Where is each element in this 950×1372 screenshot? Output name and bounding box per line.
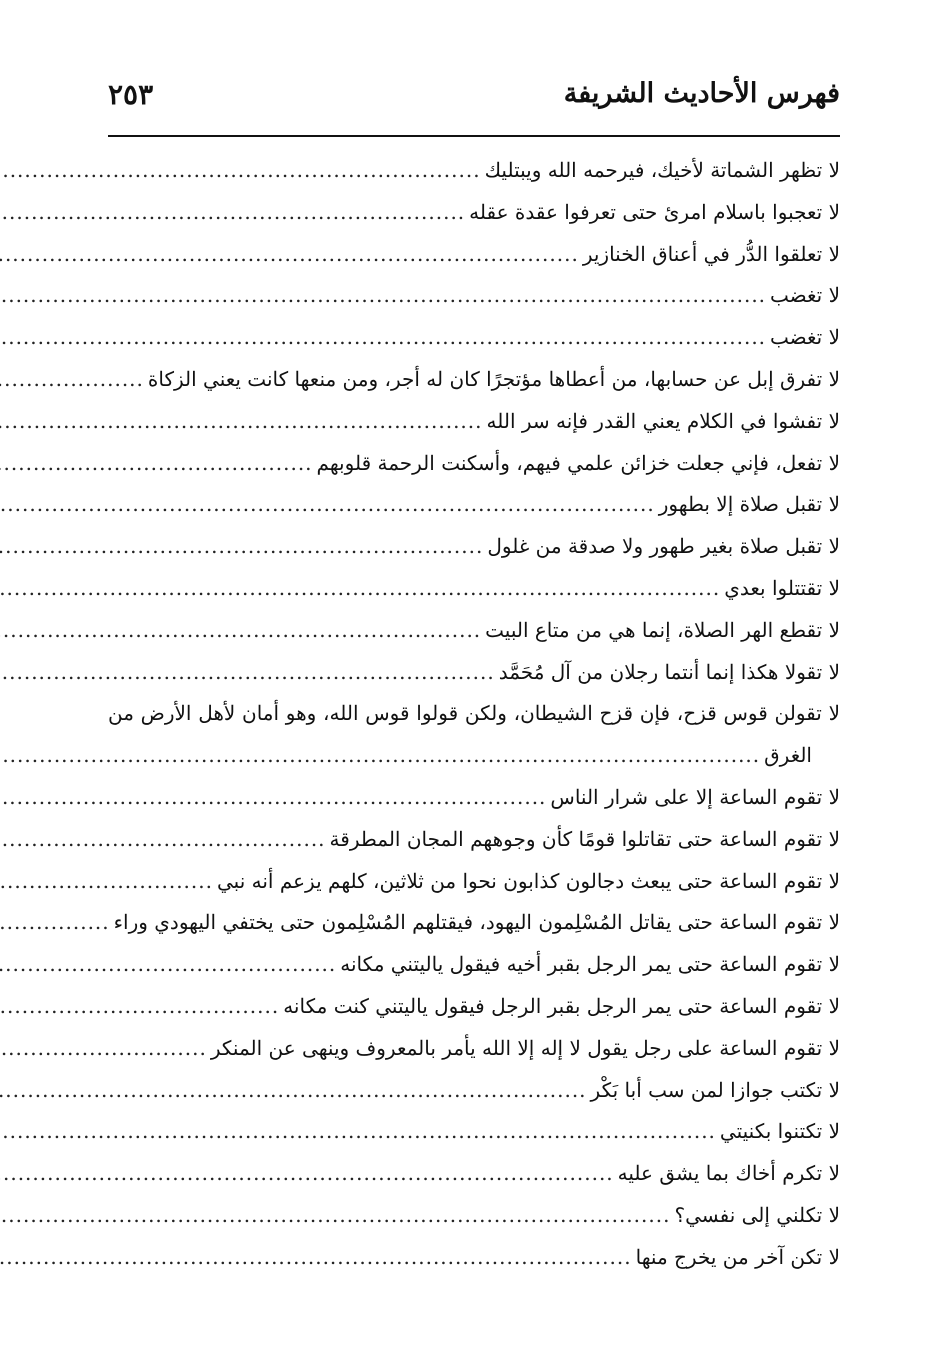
index-entry — [108, 192, 840, 234]
index-entry — [108, 902, 840, 944]
dot-leader — [0, 652, 495, 694]
index-entry — [108, 1111, 840, 1153]
dot-leader — [0, 819, 326, 861]
index-entry — [108, 944, 840, 986]
dot-leader — [0, 192, 465, 234]
entry-text: لا تقوم الساعة على رجل يقول لا إله إلا الله يأمر بالمعروف وينهى عن المنكر — [210, 1035, 840, 1060]
entry-text: لا تقولن قوس قزح، فإن قزح الشيطان، ولكن قولوا قوس الله، وهو أمان لأهل الأرض من — [108, 701, 840, 726]
dot-leader — [0, 1195, 670, 1237]
entry-text: لا تكرم أخاك بما يشق عليه — [617, 1161, 840, 1186]
entry-text: لا تغضب — [770, 283, 840, 308]
index-entry — [108, 819, 840, 861]
header-divider — [108, 135, 840, 137]
index-entry — [108, 359, 840, 401]
index-entry — [108, 526, 840, 568]
dot-leader — [0, 986, 279, 1028]
entry-text: لا تقوم الساعة حتى تقاتلوا قومًا كأن وجوههم المجان المطرقة — [329, 826, 840, 851]
dot-leader — [0, 1237, 632, 1279]
dot-leader — [0, 902, 110, 944]
page-title: فهرس الأحاديث الشريفة — [563, 78, 840, 109]
index-entry — [108, 652, 840, 694]
entry-text: لا تظهر الشماتة لأخيك، فيرحمه الله ويبتليك — [484, 158, 840, 182]
index-entry — [108, 986, 840, 1028]
index-entry — [108, 234, 840, 276]
entry-text: لا تقوم الساعة حتى يمر الرجل بقبر الرجل فيقول ياليتني كنت مكانه — [283, 993, 840, 1018]
index-entry — [108, 568, 840, 610]
dot-leader — [0, 359, 144, 401]
entry-text: لا تقوم الساعة حتى يقاتل المُسْلِمون اليهود، فيقتلهم المُسْلِمون حتى يختفي اليهودي وراء — [113, 910, 840, 935]
index-entry — [108, 777, 840, 819]
entry-text: لا تغضب — [770, 325, 840, 350]
index-entry — [108, 443, 840, 485]
dot-leader — [0, 234, 579, 276]
index-entry — [108, 1195, 840, 1237]
page-number: ٢٥٣ — [108, 78, 154, 111]
dot-leader — [0, 735, 760, 777]
index-entry — [108, 861, 840, 903]
dot-leader — [0, 944, 336, 986]
index-entry — [108, 150, 840, 192]
entry-text: لا تقوم الساعة حتى يمر الرجل بقبر أخيه فيقول ياليتني مكانه — [340, 952, 840, 977]
index-entry — [108, 1070, 840, 1112]
dot-leader — [0, 1153, 614, 1195]
dot-leader — [0, 861, 213, 903]
entry-text: لا تقطع الهر الصلاة، إنما هي من متاع البيت — [485, 617, 840, 642]
entry-text: لا تقوم الساعة حتى يبعث دجالون كذابون نحوا من ثلاثين، كلهم يزعم أنه نبي — [216, 868, 840, 893]
index-entry — [108, 1153, 840, 1195]
entry-text: لا تعلقوا الدُّر في أعناق الخنازير — [582, 241, 840, 266]
dot-leader — [0, 777, 546, 819]
hadith-index-list — [108, 150, 840, 1279]
index-entry — [108, 484, 840, 526]
entry-text: لا تعجبوا باسلام امرئ حتى تعرفوا عقدة عقله — [469, 199, 840, 224]
entry-text: لا تقبل صلاة إلا بطهور — [658, 492, 840, 517]
dot-leader — [0, 317, 766, 359]
dot-leader — [0, 443, 313, 485]
entry-text: لا تكتنوا بكنيتي — [719, 1119, 840, 1144]
page-header — [108, 78, 840, 118]
entry-text: لا تفرق إبل عن حسابها، من أعطاها مؤتجرًا كان له أجر، ومن منعها كانت يعني الزكاة — [147, 366, 840, 391]
index-entry — [108, 317, 840, 359]
entry-text: لا تكلني إلى نفسي؟ — [674, 1202, 840, 1227]
dot-leader — [0, 1070, 587, 1112]
index-entry — [108, 275, 840, 317]
dot-leader — [0, 275, 766, 317]
dot-leader — [0, 526, 483, 568]
dot-leader — [0, 484, 655, 526]
dot-leader — [0, 1028, 207, 1070]
entry-text: لا تقبل صلاة بغير طهور ولا صدقة من غلول — [487, 534, 840, 559]
dot-leader — [0, 401, 483, 443]
entry-text: لا تفعل، فإني جعلت خزائن علمي فيهم، وأسكنت الرحمة قلوبهم — [316, 450, 840, 475]
entry-text: لا تقوم الساعة إلا على شرار الناس — [550, 784, 840, 809]
index-entry — [108, 1028, 840, 1070]
index-entry — [108, 1237, 840, 1279]
index-entry — [108, 693, 840, 777]
entry-text: لا تكن آخر من يخرج منها — [635, 1244, 840, 1269]
dot-leader — [0, 1111, 716, 1153]
dot-leader — [0, 610, 481, 652]
index-entry — [108, 401, 840, 443]
entry-text: لا تكتب جوازا لمن سب أبا بَكْر — [590, 1077, 840, 1102]
dot-leader — [0, 568, 720, 610]
dot-leader — [0, 150, 481, 192]
entry-text: لا تقتتلوا بعدي — [724, 575, 840, 600]
entry-text-continuation: الغرق — [764, 743, 812, 768]
index-entry — [108, 610, 840, 652]
entry-text: لا تفشوا في الكلام يعني القدر فإنه سر الله — [486, 408, 840, 433]
entry-text: لا تقولا هكذا إنما أنتما رجلان من آل مُحَمَّد — [498, 659, 840, 684]
